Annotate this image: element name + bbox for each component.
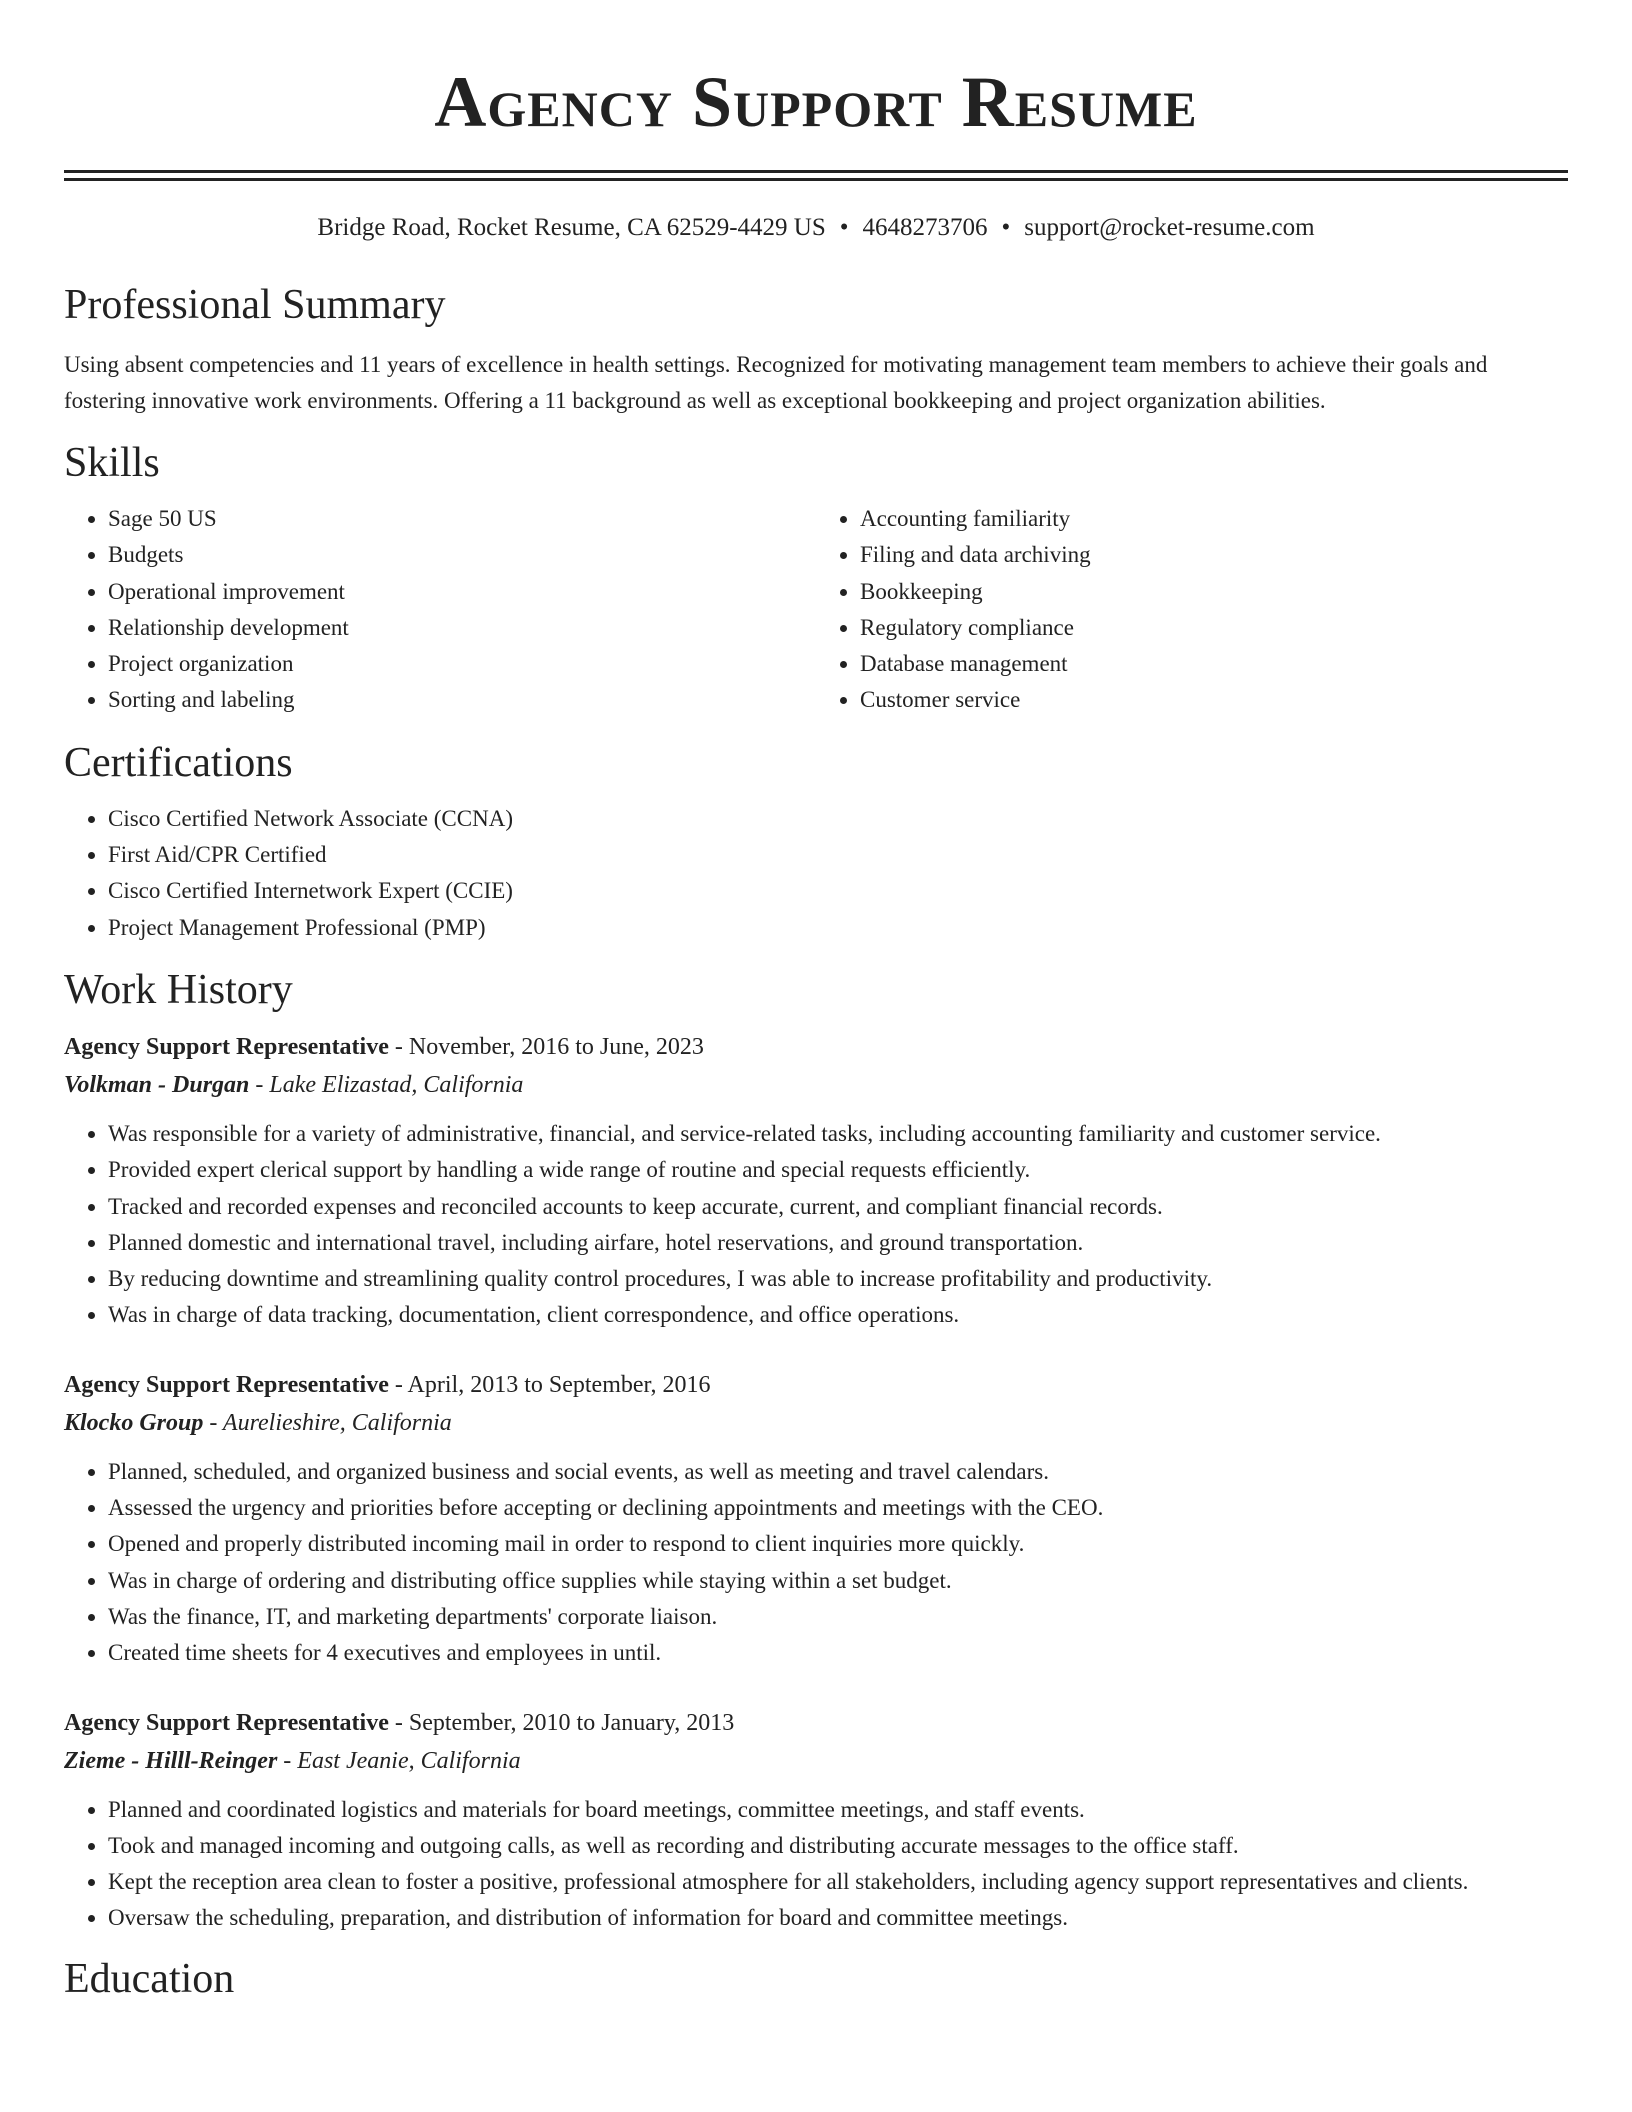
contact-line xyxy=(64,211,1568,245)
job-bullet: • Planned domestic and international travel, including airfare, hotel reservations, and ground transportation. xyxy=(108,1225,1568,1261)
contact-phone: 4648273706 xyxy=(862,214,988,241)
skill-item: • Database management xyxy=(860,646,1568,682)
skill-item: • Filing and data archiving xyxy=(860,537,1568,573)
job-bullet: • Created time sheets for 4 executives and employees in until. xyxy=(108,1635,1568,1671)
job-location: East Jeanie, California xyxy=(297,1747,521,1774)
skills-list xyxy=(64,501,1568,719)
job-entry xyxy=(64,1028,1568,1334)
job-bullet: • Took and managed incoming and outgoing calls, as well as recording and distributing accurate messages to the office staff. xyxy=(108,1828,1568,1864)
job-bullet: • Oversaw the scheduling, preparation, and distribution of information for board and committee meetings. xyxy=(108,1900,1568,1936)
work-history-heading: Work History xyxy=(64,966,293,1013)
job-company: Volkman - Durgan xyxy=(64,1071,250,1098)
skill-item: • Project organization xyxy=(108,646,816,682)
certification-item: • First Aid/CPR Certified xyxy=(108,837,1568,873)
job-company: Zieme - Hilll-Reinger xyxy=(64,1747,278,1774)
contact-address: Bridge Road, Rocket Resume, CA 62529-4429 US xyxy=(317,214,826,241)
job-bullet: • Was in charge of data tracking, documentation, client correspondence, and office operations. xyxy=(108,1297,1568,1333)
contact-separator: • xyxy=(1001,214,1011,241)
education-heading: Education xyxy=(64,1955,235,2002)
job-company-line: Volkman - Durgan - Lake Elizastad, California xyxy=(64,1071,524,1098)
skill-item: • Sage 50 US xyxy=(108,501,816,537)
certifications-list xyxy=(64,801,1568,946)
job-role: Agency Support Representative xyxy=(64,1371,389,1398)
job-title-line: Agency Support Representative - April, 2013 to September, 2016 xyxy=(64,1371,711,1398)
skill-item: • Budgets xyxy=(108,537,816,573)
job-title-line: Agency Support Representative - November, 2016 to June, 2023 xyxy=(64,1033,704,1060)
skill-item: • Customer service xyxy=(860,682,1568,718)
skills-heading: Skills xyxy=(64,440,160,486)
job-bullet: • Was in charge of ordering and distributing office supplies while staying within a set budget. xyxy=(108,1563,1568,1599)
job-company: Klocko Group xyxy=(64,1409,204,1436)
skill-item: • Accounting familiarity xyxy=(860,501,1568,537)
contact-separator: • xyxy=(839,214,849,241)
job-entry xyxy=(64,1366,1568,1672)
certification-item: • Cisco Certified Internetwork Expert (CCIE) xyxy=(108,873,1568,909)
job-bullet: • Provided expert clerical support by handling a wide range of routine and special requests efficiently. xyxy=(108,1152,1568,1188)
job-bullet: • Was the finance, IT, and marketing departments' corporate liaison. xyxy=(108,1599,1568,1635)
skills-column-left xyxy=(64,501,816,719)
certifications-heading: Certifications xyxy=(64,739,293,786)
job-location: Aurelieshire, California xyxy=(222,1409,452,1436)
page-title: Agency Support Resume xyxy=(434,62,1198,142)
certification-item: • Cisco Certified Network Associate (CCNA) xyxy=(108,801,1568,837)
summary-text: Using absent competencies and 11 years of excellence in health settings. Recognized for motivating management team members to achieve their goals and fostering innovative work environments. Offering a 11 background as well as exceptional bookkeeping and project organization abilities. xyxy=(64,352,1488,413)
job-location: Lake Elizastad, California xyxy=(269,1071,524,1098)
job-bullets xyxy=(64,1116,1568,1334)
job-bullets xyxy=(64,1454,1568,1672)
summary-heading: Professional Summary xyxy=(64,282,446,328)
skill-item: • Regulatory compliance xyxy=(860,610,1568,646)
job-bullet: • Tracked and recorded expenses and reconciled accounts to keep accurate, current, and compliant financial records. xyxy=(108,1189,1568,1225)
job-bullet: • Assessed the urgency and priorities before accepting or declining appointments and meetings with the CEO. xyxy=(108,1490,1568,1526)
job-company-line: Zieme - Hilll-Reinger - East Jeanie, California xyxy=(64,1747,521,1774)
skill-item: • Sorting and labeling xyxy=(108,682,816,718)
job-dates: April, 2013 to September, 2016 xyxy=(407,1371,711,1398)
job-bullet: • Kept the reception area clean to foster a positive, professional atmosphere for all stakeholders, including agency support representatives and clients. xyxy=(108,1864,1568,1900)
certification-item: • Project Management Professional (PMP) xyxy=(108,910,1568,946)
job-bullet: • Planned and coordinated logistics and materials for board meetings, committee meetings, and staff events. xyxy=(108,1792,1568,1828)
skill-item: • Relationship development xyxy=(108,610,816,646)
job-bullets xyxy=(64,1792,1568,1937)
job-dates: September, 2010 to January, 2013 xyxy=(408,1709,735,1736)
job-bullet: • Planned, scheduled, and organized business and social events, as well as meeting and travel calendars. xyxy=(108,1454,1568,1490)
contact-email[interactable]: support@rocket-resume.com xyxy=(1024,214,1315,241)
job-bullet: • Was responsible for a variety of administrative, financial, and service-related tasks, including accounting familiarity and customer service. xyxy=(108,1116,1568,1152)
job-bullet: • By reducing downtime and streamlining quality control procedures, I was able to increase profitability and productivity. xyxy=(108,1261,1568,1297)
title-divider xyxy=(64,170,1568,181)
job-bullet: • Opened and properly distributed incoming mail in order to respond to client inquiries more quickly. xyxy=(108,1526,1568,1562)
job-dates: November, 2016 to June, 2023 xyxy=(408,1033,704,1060)
job-role: Agency Support Representative xyxy=(64,1709,389,1736)
job-title-line: Agency Support Representative - September, 2010 to January, 2013 xyxy=(64,1709,735,1736)
skill-item: • Operational improvement xyxy=(108,574,816,610)
skills-column-right xyxy=(816,501,1568,719)
job-entry xyxy=(64,1704,1568,1937)
skill-item: • Bookkeeping xyxy=(860,574,1568,610)
job-company-line: Klocko Group - Aurelieshire, California xyxy=(64,1409,452,1436)
job-role: Agency Support Representative xyxy=(64,1033,389,1060)
